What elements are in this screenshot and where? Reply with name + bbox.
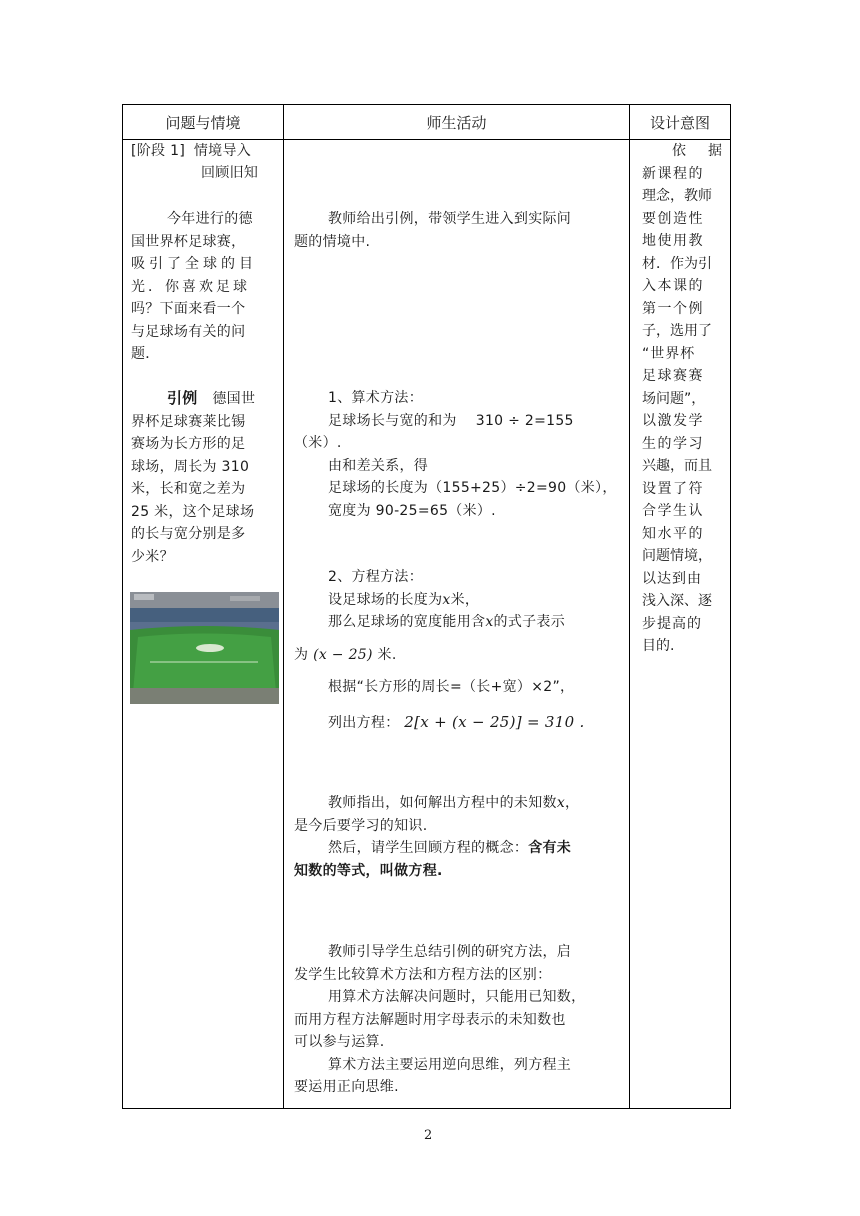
example-first-line: 德国世 <box>212 391 256 407</box>
intent-line: 生的学习 <box>642 435 704 452</box>
intent-line: 目的. <box>642 638 675 654</box>
lead-line: 题的情境中. <box>294 233 371 250</box>
note-text: 教师指出，如何解出方程中的未知数 <box>328 795 557 811</box>
lead-line: 教师给出引例，带领学生进入到实际问 <box>328 211 572 227</box>
intent-line: 要创造性 <box>642 210 704 227</box>
intent-line: “世界杯 <box>642 345 696 362</box>
equation-definition: 含有未 <box>528 840 572 856</box>
header-teacher-student-activity: 师生活动 <box>284 105 630 140</box>
equation-expression: 2[x + (x − 25)] = 310 . <box>404 712 585 731</box>
summary-line: 发学生比较算术方法和方程方法的区别： <box>294 966 552 983</box>
variable-x: x <box>556 795 566 811</box>
arithmetic-title: 1、算术方法： <box>328 390 424 406</box>
intro-line: 光．你喜欢足球 <box>131 278 250 295</box>
stage-subtitle: 回顾旧知 <box>201 165 259 181</box>
example-line: 赛场为长方形的足 <box>131 436 246 452</box>
lead-paragraph <box>294 208 624 253</box>
intent-line: 场问题”， <box>642 390 706 407</box>
equation-line <box>294 711 624 735</box>
arithmetic-line: 足球场的长度为（155+25）÷2=90（米）， <box>328 480 617 496</box>
stadium-photo-icon <box>130 592 279 704</box>
variable-x: x <box>442 591 451 608</box>
intent-line: 材．作为引 <box>642 255 712 272</box>
stage-title: 情境导入 <box>193 143 252 159</box>
equation-text: 的式子表示 <box>493 614 566 630</box>
equation-text: 为 <box>294 646 309 663</box>
teacher-note <box>294 792 624 882</box>
summary-line: 而用方程方法解题时用字母表示的未知数也 <box>294 1011 566 1028</box>
design-intent-cell <box>630 140 731 1109</box>
intent-line: 依 据 <box>672 143 726 159</box>
note-text: ， <box>565 795 580 811</box>
intent-line: 新课程的 <box>642 165 704 182</box>
intent-line: 以激发学 <box>642 413 704 429</box>
intent-line: 第一个例 <box>642 300 704 317</box>
intro-line: 今年进行的德 <box>167 211 253 227</box>
page-number: 2 <box>424 1128 433 1143</box>
intent-line: 以达到由 <box>642 570 702 587</box>
intent-line: 兴趣，而且 <box>642 458 712 474</box>
equation-definition: 知数的等式，叫做方程. <box>294 862 443 879</box>
equation-title: 2、方程方法： <box>328 569 424 585</box>
equation-text: 设足球场的长度为 <box>328 591 443 608</box>
summary-paragraph <box>294 941 624 1099</box>
example-line: 少米？ <box>131 548 174 565</box>
arithmetic-line: （米）. <box>294 435 342 451</box>
intent-line: 知水平的 <box>642 525 704 542</box>
header-problem-situation: 问题与情境 <box>123 105 284 140</box>
intent-line: 地使用教 <box>642 233 704 249</box>
intent-line: 设置了符 <box>642 480 704 497</box>
lesson-table <box>122 104 731 1109</box>
summary-line: 可以参与运算. <box>294 1034 385 1050</box>
equation-line <box>294 589 624 612</box>
problem-cell <box>123 140 284 1109</box>
example-paragraph <box>131 387 281 568</box>
activity-cell <box>284 140 630 1109</box>
summary-line: 算术方法主要运用逆向思维，列方程主 <box>328 1056 572 1073</box>
intent-line: 合学生认 <box>642 503 704 519</box>
width-expression: (x − 25) <box>313 646 373 663</box>
note-line <box>294 792 624 815</box>
equation-text: 米， <box>450 591 480 608</box>
example-line: 25 米，这个足球场 <box>131 503 255 520</box>
arithmetic-line: 宽度为 90-25=65（米）. <box>328 502 496 519</box>
intro-paragraph <box>131 208 281 366</box>
equation-line: 根据“长方形的周长=（长+宽）×2”， <box>328 679 575 695</box>
intent-line: 理念，教师 <box>642 188 712 204</box>
table-header-row <box>123 105 731 140</box>
intent-line: 子，选用了 <box>642 323 712 339</box>
equation-method <box>294 566 624 734</box>
equation-text: 列出方程： <box>328 714 400 731</box>
intro-line: 吸引了全球的目 <box>131 256 257 272</box>
example-line: 界杯足球赛莱比锡 <box>131 413 246 430</box>
note-text: 然后，请学生回顾方程的概念： <box>328 840 529 856</box>
equation-text: 米. <box>377 646 397 663</box>
note-line <box>294 837 624 860</box>
intent-line: 步提高的 <box>642 615 702 632</box>
intent-line: 问题情境， <box>642 548 712 564</box>
example-line: 的长与宽分别是多 <box>131 526 246 542</box>
equation-text: 那么足球场的宽度能用含 <box>328 614 486 630</box>
variable-x: x <box>485 614 494 630</box>
intent-line: 浅入深、逐 <box>642 593 712 609</box>
arithmetic-line: 由和差关系，得 <box>328 457 429 474</box>
equation-line <box>294 611 624 634</box>
intro-line: 题． <box>131 346 160 362</box>
intent-line: 入本课的 <box>642 278 704 294</box>
stadium-photo <box>130 592 279 704</box>
example-line: 米，长和宽之差为 <box>131 481 246 497</box>
summary-line: 教师引导学生总结引例的研究方法，启 <box>328 944 572 960</box>
example-line: 球场，周长为 310 <box>131 458 250 475</box>
note-line: 是今后要学习的知识. <box>294 817 428 834</box>
arithmetic-method <box>294 387 624 522</box>
table-body-row <box>123 140 731 1109</box>
example-label: 引例 <box>167 389 198 407</box>
intent-line: 足球赛赛 <box>642 368 704 384</box>
summary-line: 用算术方法解决问题时，只能用已知数， <box>328 989 586 1005</box>
stage-label: [阶段 1] <box>131 143 186 159</box>
header-design-intent: 设计意图 <box>630 105 731 140</box>
design-intent-text <box>642 140 726 658</box>
summary-line: 要运用正向思维. <box>294 1079 399 1095</box>
intro-line: 国世界杯足球赛， <box>131 233 246 250</box>
stage-heading <box>131 140 281 163</box>
arithmetic-line: 足球场长与宽的和为 310 ÷ 2=155 <box>328 412 574 429</box>
intro-line: 与足球场有关的问 <box>131 323 246 340</box>
equation-line <box>294 644 624 667</box>
intro-line: 吗？下面来看一个 <box>131 301 246 317</box>
